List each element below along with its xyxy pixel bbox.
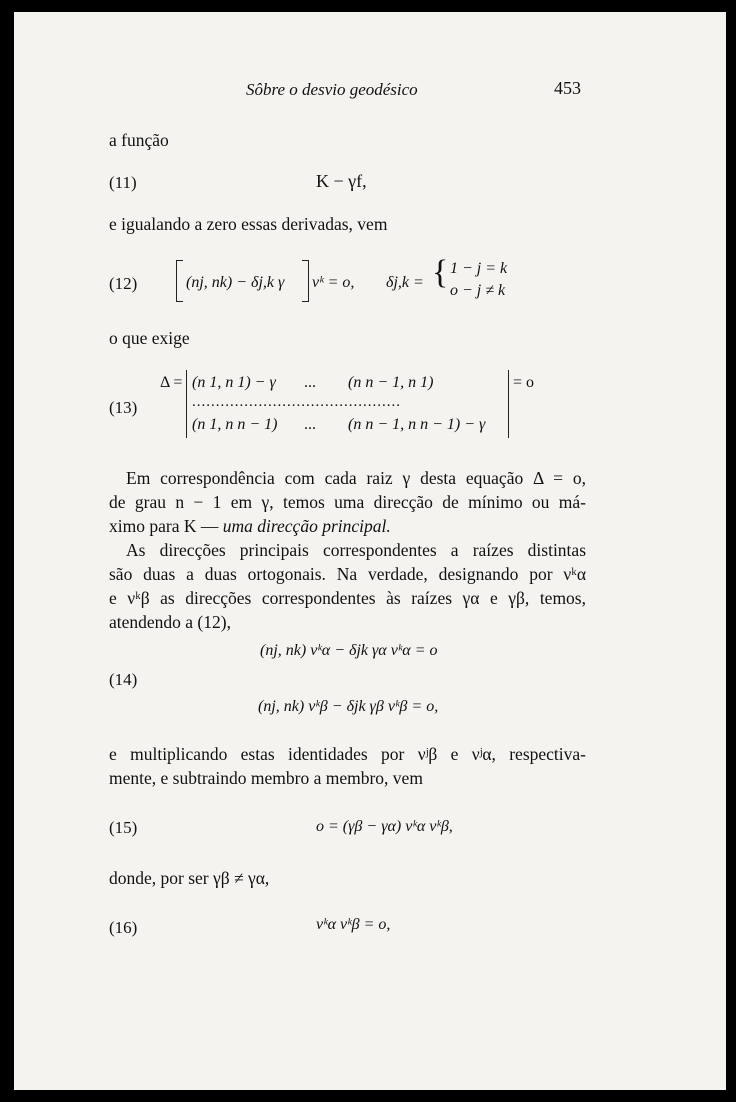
equation-number-16: (16) — [109, 918, 138, 937]
page-number: 453 — [554, 78, 581, 98]
text-after-11: e igualando a zero essas derivadas, vem — [109, 214, 388, 234]
equation-14b: (nj, nk) νᵏβ − δjk γβ νᵏβ = o, — [258, 698, 439, 715]
equation-16: νᵏα νᵏβ = o, — [316, 916, 391, 933]
para1-line3 — [109, 518, 391, 536]
equation-12-tail: νᵏ = o, — [312, 274, 355, 291]
para3-line1: e multiplicando estas identidades por νʲβ e νʲα, respectiva- — [109, 744, 586, 764]
right-bracket — [302, 260, 309, 302]
equation-11: K − γf, — [316, 171, 367, 191]
para1-line2: de grau n − 1 em γ, temos uma direcção de mínimo ou má- — [109, 492, 586, 512]
kronecker-case-1: 1 − j = k — [450, 260, 508, 277]
equation-number-12: (12) — [109, 274, 138, 293]
para2-line1: As direcções principais correspondentes a raízes distintas — [126, 540, 586, 560]
book-page — [14, 12, 726, 1090]
equation-15: o = (γβ − γα) νᵏα νᵏβ, — [316, 818, 453, 835]
text-after-12: o que exige — [109, 328, 190, 348]
determinant-left-bar — [186, 370, 187, 438]
matrix-r1-dots: ... — [304, 374, 316, 391]
determinant-equals-zero: = o — [513, 374, 535, 391]
running-header: Sôbre o desvio geodésico — [246, 80, 418, 99]
para3-line2: mente, e subtraindo membro a membro, vem — [109, 768, 423, 788]
matrix-r3c2: (n n − 1, n n − 1) − γ — [348, 416, 486, 433]
equation-14a: (nj, nk) νᵏα − δjk γα νᵏα = o — [260, 642, 438, 659]
determinant-right-bar — [508, 370, 509, 438]
equation-number-15: (15) — [109, 818, 138, 837]
para2-line2: são duas a duas ortogonais. Na verdade, designando por νᵏα — [109, 564, 586, 584]
matrix-r3-dots: ... — [304, 416, 316, 433]
para1-line3-italic: uma direcção principal. — [222, 516, 391, 536]
intro-text: a função — [109, 130, 169, 150]
equation-12-main: (nj, nk) − δj,k γ — [186, 274, 285, 291]
equation-number-13: (13) — [109, 398, 138, 417]
brace: { — [432, 254, 449, 291]
matrix-r3c1: (n 1, n n − 1) — [192, 416, 278, 433]
matrix-r1c1: (n 1, n 1) − γ — [192, 374, 276, 391]
matrix-row-dots: ............................................ — [192, 394, 401, 410]
matrix-r1c2: (n n − 1, n 1) — [348, 374, 434, 391]
para2-line3: e νᵏβ as direcções correspondentes às raízes γα e γβ, temos, — [109, 588, 586, 608]
left-bracket — [176, 260, 183, 302]
para1-line3-text: ximo para K — — [109, 516, 223, 536]
para1-line1: Em correspondência com cada raiz γ desta equação Δ = o, — [126, 468, 586, 488]
equation-number-14: (14) — [109, 670, 138, 689]
para2-line4: atendendo a (12), — [109, 612, 231, 632]
equation-number-11: (11) — [109, 173, 137, 192]
para4: donde, por ser γβ ≠ γα, — [109, 868, 270, 888]
delta-label: Δ = — [160, 374, 183, 391]
kronecker-delta-label: δj,k = — [386, 274, 424, 291]
kronecker-case-2: o − j ≠ k — [450, 282, 506, 299]
